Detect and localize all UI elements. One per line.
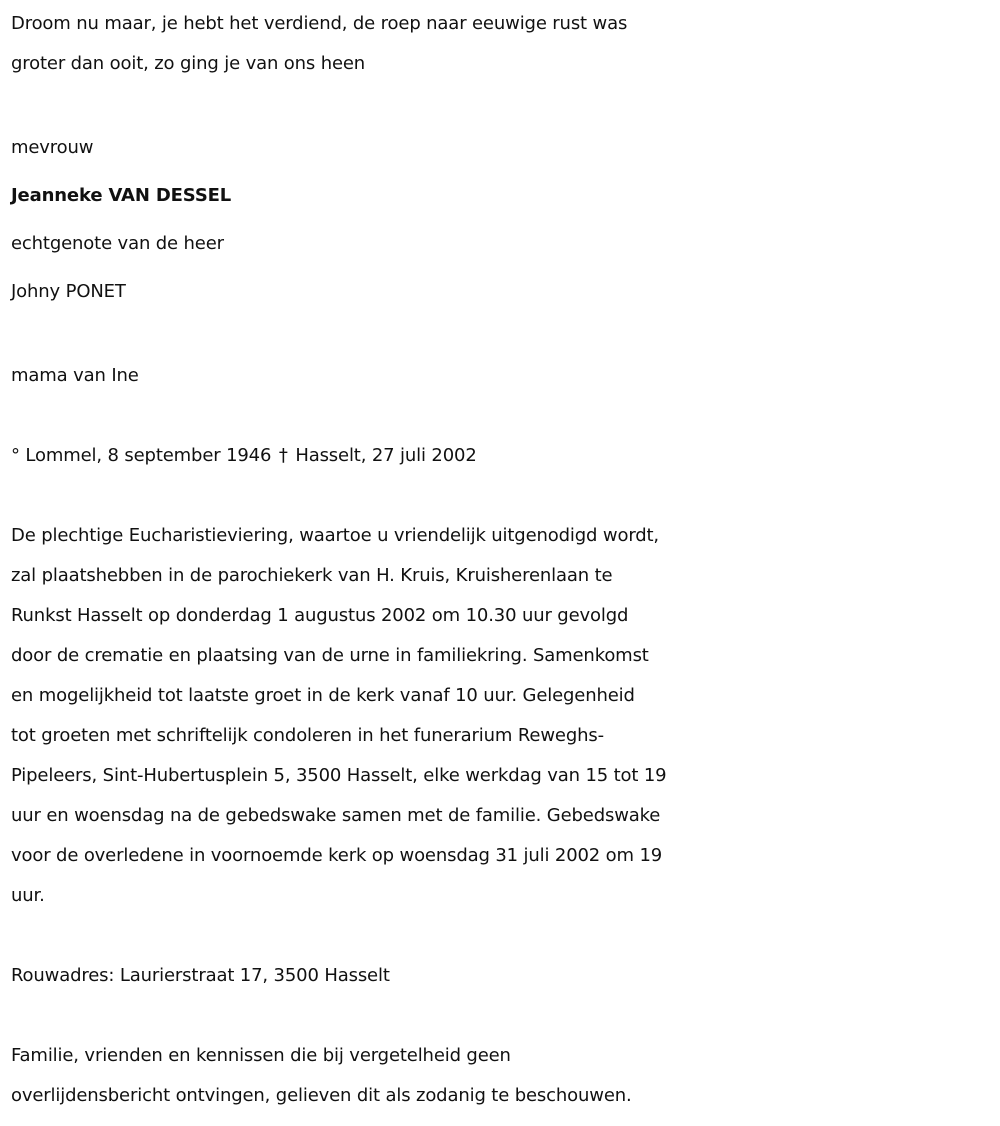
person-name: Jeanneke VAN DESSEL xyxy=(11,185,232,206)
spacer xyxy=(11,396,992,436)
poem-line-1: Droom nu maar, je hebt het verdiend, de roep naar eeuwige rust was xyxy=(11,13,628,34)
cross-icon: † xyxy=(278,445,288,466)
service-line: zal plaatshebben in de parochiekerk van H. Kruis, Kruisherenlaan te xyxy=(11,565,613,586)
service-line: Pipeleers, Sint-Hubertusplein 5, 3500 Hasselt, elke werkdag van 15 tot 19 xyxy=(11,765,667,786)
spacer xyxy=(11,996,992,1036)
children-line: mama van Ine xyxy=(11,365,139,386)
birth-info: ° Lommel, 8 september 1946 xyxy=(11,445,272,466)
spouse-name: Johny PONET xyxy=(11,281,126,302)
service-line: uur en woensdag na de gebedswake samen met de familie. Gebedswake xyxy=(11,805,661,826)
service-paragraph xyxy=(11,516,992,916)
poem xyxy=(11,4,992,84)
death-info: Hasselt, 27 juli 2002 xyxy=(295,445,477,466)
service-line: De plechtige Eucharistieviering, waartoe u vriendelijk uitgenodigd wordt, xyxy=(11,525,660,546)
service-line: Runkst Hasselt op donderdag 1 augustus 2002 om 10.30 uur gevolgd xyxy=(11,605,629,626)
service-line: uur. xyxy=(11,885,45,906)
service-line: voor de overledene in voornoemde kerk op woensdag 31 juli 2002 om 19 xyxy=(11,845,663,866)
notice-paragraph xyxy=(11,1036,992,1116)
person-relation: echtgenote van de heer xyxy=(11,233,224,254)
spacer xyxy=(11,84,992,124)
service-line: door de crematie en plaatsing van de urne in familiekring. Samenkomst xyxy=(11,645,649,666)
mourning-address: Rouwadres: Laurierstraat 17, 3500 Hasselt xyxy=(11,965,390,986)
notice-line-1: Familie, vrienden en kennissen die bij vergetelheid geen xyxy=(11,1045,511,1066)
spacer xyxy=(11,916,992,956)
spacer xyxy=(11,476,992,516)
poem-line-2: groter dan ooit, zo ging je van ons heen xyxy=(11,53,366,74)
service-line: en mogelijkheid tot laatste groet in de kerk vanaf 10 uur. Gelegenheid xyxy=(11,685,635,706)
person-title: mevrouw xyxy=(11,137,94,158)
notice-line-2: overlijdensbericht ontvingen, gelieven dit als zodanig te beschouwen. xyxy=(11,1085,632,1106)
service-line: tot groeten met schriftelijk condoleren in het funerarium Reweghs- xyxy=(11,725,604,746)
dates-line xyxy=(11,436,992,476)
spacer xyxy=(11,316,992,356)
